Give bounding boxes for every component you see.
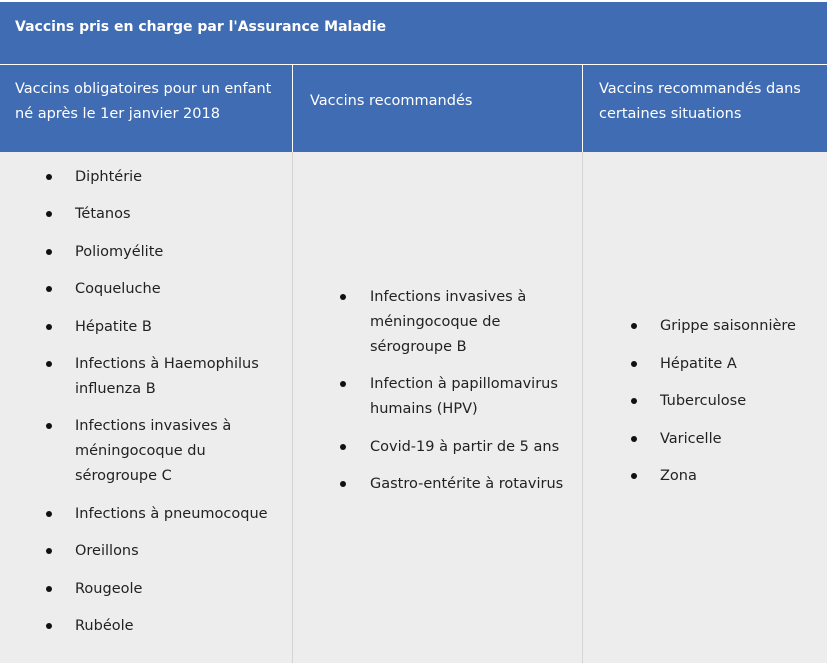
list-item-label: Coqueluche: [75, 281, 161, 298]
header-cell-mandatory: [0, 65, 293, 153]
body-cell-mandatory: [0, 152, 293, 663]
list-item: [75, 315, 285, 340]
list-item-label: Hépatite A: [660, 355, 737, 372]
table-header-row: [0, 64, 827, 152]
body-cell-situational: [583, 152, 827, 663]
list-item-label: Infection à papillomavirus humains (HPV): [370, 376, 558, 418]
list-item: [660, 352, 820, 377]
list-item: [75, 414, 285, 489]
bullet-icon: [631, 361, 637, 367]
recommended-vaccines-list: [370, 285, 575, 510]
list-item-label: Gastro-entérite à rotavirus: [370, 476, 564, 493]
list-item-label: Varicelle: [660, 430, 722, 447]
body-cell-recommended: [293, 152, 583, 663]
header-mandatory-vaccines: Vaccins obligatoires pour un enfant né après le 1er janvier 2018: [15, 81, 272, 122]
list-item: [75, 277, 285, 302]
list-item-label: Tétanos: [75, 206, 131, 223]
list-item: [75, 577, 285, 602]
table-title: Vaccins pris en charge par l'Assurance Maladie: [15, 19, 387, 35]
list-item: [370, 435, 575, 460]
bullet-icon: [46, 211, 52, 217]
bullet-icon: [46, 548, 52, 554]
list-item: [660, 464, 820, 489]
list-item-label: Zona: [660, 468, 697, 484]
header-cell-situational: [583, 65, 827, 153]
table-body-row: [0, 152, 827, 663]
list-item-label: Infections invasives à méningocoque du sérogroupe C: [75, 418, 232, 485]
list-item: [660, 389, 820, 414]
bullet-icon: [631, 473, 637, 479]
list-item: [370, 472, 575, 497]
list-item-label: Oreillons: [75, 543, 139, 560]
list-item-label: Infections invasives à méningocoque de sérogroupe B: [370, 289, 527, 355]
bullet-icon: [340, 294, 346, 300]
bullet-icon: [46, 174, 52, 180]
list-item-label: Poliomyélite: [75, 243, 164, 260]
list-item: [660, 427, 820, 452]
bullet-icon: [631, 323, 637, 329]
list-item: [75, 614, 285, 639]
list-item-label: Rougeole: [75, 580, 143, 597]
bullet-icon: [340, 381, 346, 387]
header-recommended-vaccines: Vaccins recommandés: [310, 93, 473, 109]
bullet-icon: [631, 436, 637, 442]
table-title-row: [0, 2, 827, 64]
bullet-icon: [46, 361, 52, 367]
list-item: [75, 202, 285, 227]
bullet-icon: [46, 423, 52, 429]
list-item-label: Rubéole: [75, 617, 134, 634]
situational-vaccines-list: [660, 314, 820, 502]
bullet-icon: [340, 444, 346, 450]
bullet-icon: [46, 324, 52, 330]
bullet-icon: [340, 481, 346, 487]
header-situational-vaccines: Vaccins recommandés dans certaines situations: [599, 81, 801, 122]
list-item: [370, 285, 575, 360]
list-item: [75, 539, 285, 564]
bullet-icon: [631, 398, 637, 404]
list-item-label: Hépatite B: [75, 318, 152, 335]
mandatory-vaccines-list: [75, 165, 285, 651]
list-item: [370, 372, 575, 422]
bullet-icon: [46, 286, 52, 292]
list-item-label: Infections à pneumocoque: [75, 505, 268, 522]
bullet-icon: [46, 511, 52, 517]
list-item: [75, 502, 285, 527]
header-cell-recommended: [293, 65, 583, 153]
list-item-label: Infections à Haemophilus influenza B: [75, 355, 259, 397]
list-item-label: Grippe saisonnière: [660, 318, 796, 334]
list-item-label: Diphtérie: [75, 169, 143, 185]
bullet-icon: [46, 623, 52, 629]
list-item: [75, 165, 285, 190]
list-item: [660, 314, 820, 339]
list-item: [75, 352, 285, 402]
list-item: [75, 240, 285, 265]
list-item-label: Tuberculose: [660, 393, 747, 409]
list-item-label: Covid-19 à partir de 5 ans: [370, 438, 560, 455]
bullet-icon: [46, 249, 52, 255]
bullet-icon: [46, 586, 52, 592]
vaccines-table: [0, 2, 827, 663]
